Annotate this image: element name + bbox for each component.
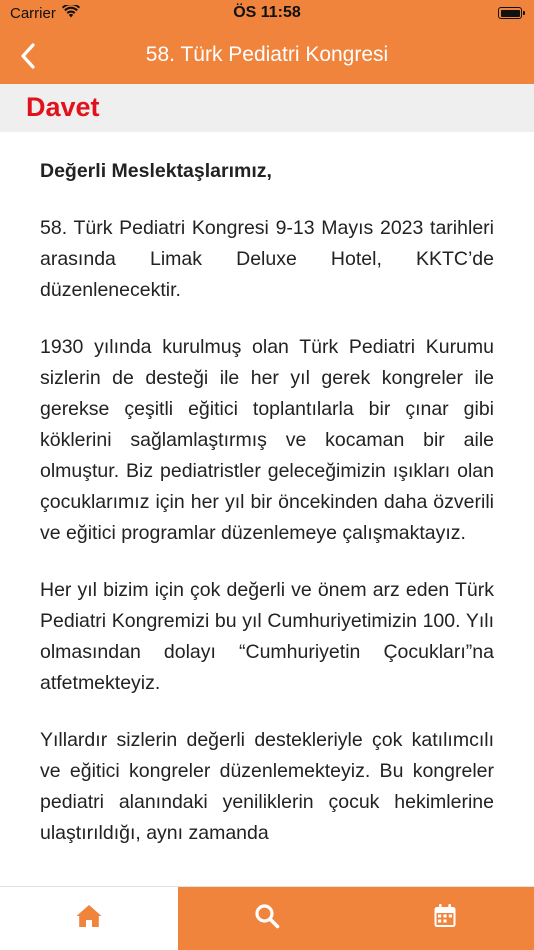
search-icon [254, 903, 280, 929]
tab-calendar[interactable] [356, 887, 534, 950]
status-time: ÖS 11:58 [233, 4, 301, 21]
navigation-bar [0, 28, 534, 84]
status-bar [0, 0, 534, 28]
greeting: Değerli Meslektaşlarımız, [40, 160, 272, 182]
nav-title: 58. Türk Pediatri Kongresi [145, 43, 389, 66]
tab-bar [0, 886, 534, 950]
paragraph-4: Yıllardır sizlerin değerli destekleriyle çok katılımcılı ve eğitici kongreler düzenlemekteyiz. Bu kongreler pediatri alanındaki yeniliklerin çocuk hekimlerine ulaştırıldığı, aynı zamanda [40, 729, 494, 844]
battery-icon [498, 7, 522, 19]
battery-level [501, 10, 520, 17]
section-title: Davet [26, 92, 100, 122]
section-header [0, 84, 534, 132]
paragraph-1: 58. Türk Pediatri Kongresi 9-13 Mayıs 2023 tarihleri arasında Limak Deluxe Hotel, KKTC’de düzenlenecektir. [40, 217, 494, 301]
home-icon [75, 903, 103, 929]
invitation-content[interactable] [40, 152, 494, 886]
tab-home[interactable] [0, 887, 178, 950]
carrier-label: Carrier [10, 5, 56, 22]
tab-search[interactable] [178, 887, 356, 950]
calendar-icon [433, 903, 457, 929]
paragraph-2: 1930 yılında kurulmuş olan Türk Pediatri Kurumu sizlerin de desteği ile her yıl gerek kongreler ile gerekse çeşitli eğitici toplantılarla bir çınar gibi köklerini sağlamlaştırmış ve kocaman bir aile olmuştur. Biz pediatristler geleceğimizin ışıkları olan çocuklarımız için her yıl bir öncekinden daha özverili ve eğitici programlar düzenlemeye çalışmaktayız. [40, 336, 494, 544]
paragraph-3: Her yıl bizim için çok değerli ve önem arz eden Türk Pediatri Kongremizi bu yıl Cumhuriyetimizin 100. Yılı olmasından dolayı “Cumhuriyetin Çocukları”na atfetmekteyiz. [40, 579, 494, 694]
